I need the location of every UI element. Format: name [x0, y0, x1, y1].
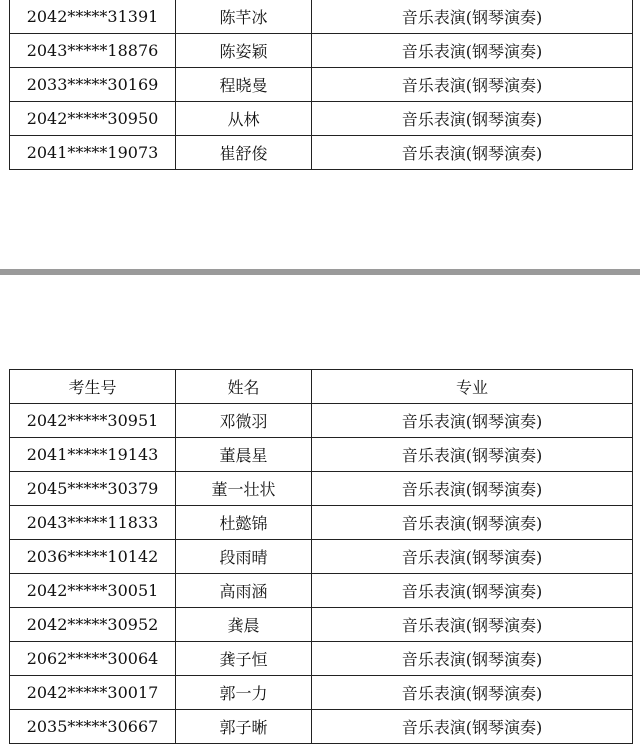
candidate-number-cell: 2042*****30017 [10, 676, 176, 710]
table-row [10, 136, 633, 170]
name-cell: 龚子恒 [176, 642, 312, 676]
candidate-number-cell: 2041*****19143 [10, 438, 176, 472]
table-row [10, 574, 633, 608]
name-cell: 龚晨 [176, 608, 312, 642]
name-cell: 程晓曼 [176, 68, 312, 102]
candidate-number-cell: 2045*****30379 [10, 472, 176, 506]
name-cell: 董一壮状 [176, 472, 312, 506]
candidate-number-cell: 2062*****30064 [10, 642, 176, 676]
admission-list-table-bottom [9, 369, 633, 744]
candidate-number-cell: 2041*****19073 [10, 136, 176, 170]
major-cell: 音乐表演(钢琴演奏) [312, 574, 633, 608]
table-row [10, 472, 633, 506]
name-cell: 董晨星 [176, 438, 312, 472]
candidate-number-cell: 2033*****30169 [10, 68, 176, 102]
major-cell: 音乐表演(钢琴演奏) [312, 102, 633, 136]
table-bottom-body [10, 404, 633, 744]
table-top-body [10, 0, 633, 170]
table-row [10, 676, 633, 710]
name-cell: 崔舒俊 [176, 136, 312, 170]
name-cell: 从林 [176, 102, 312, 136]
major-cell: 音乐表演(钢琴演奏) [312, 136, 633, 170]
admission-list-table-top [9, 0, 633, 170]
header-candidate-number: 考生号 [10, 370, 176, 404]
table-row [10, 0, 633, 34]
table-row [10, 404, 633, 438]
major-cell: 音乐表演(钢琴演奏) [312, 404, 633, 438]
major-cell: 音乐表演(钢琴演奏) [312, 438, 633, 472]
header-name: 姓名 [176, 370, 312, 404]
major-cell: 音乐表演(钢琴演奏) [312, 0, 633, 34]
table-row [10, 34, 633, 68]
table-row [10, 102, 633, 136]
major-cell: 音乐表演(钢琴演奏) [312, 710, 633, 744]
table-row [10, 438, 633, 472]
table-row [10, 710, 633, 744]
candidate-number-cell: 2042*****30952 [10, 608, 176, 642]
major-cell: 音乐表演(钢琴演奏) [312, 472, 633, 506]
candidate-number-cell: 2042*****30950 [10, 102, 176, 136]
page-divider [0, 269, 640, 275]
candidate-number-cell: 2043*****18876 [10, 34, 176, 68]
major-cell: 音乐表演(钢琴演奏) [312, 642, 633, 676]
name-cell: 郭一力 [176, 676, 312, 710]
name-cell: 陈姿颖 [176, 34, 312, 68]
name-cell: 郭子晰 [176, 710, 312, 744]
major-cell: 音乐表演(钢琴演奏) [312, 506, 633, 540]
table-row [10, 540, 633, 574]
major-cell: 音乐表演(钢琴演奏) [312, 540, 633, 574]
major-cell: 音乐表演(钢琴演奏) [312, 608, 633, 642]
name-cell: 高雨涵 [176, 574, 312, 608]
candidate-number-cell: 2042*****30051 [10, 574, 176, 608]
table-row [10, 506, 633, 540]
major-cell: 音乐表演(钢琴演奏) [312, 34, 633, 68]
table-row [10, 608, 633, 642]
major-cell: 音乐表演(钢琴演奏) [312, 676, 633, 710]
candidate-number-cell: 2042*****31391 [10, 0, 176, 34]
candidate-number-cell: 2035*****30667 [10, 710, 176, 744]
candidate-number-cell: 2042*****30951 [10, 404, 176, 438]
name-cell: 邓微羽 [176, 404, 312, 438]
major-cell: 音乐表演(钢琴演奏) [312, 68, 633, 102]
name-cell: 段雨晴 [176, 540, 312, 574]
candidate-number-cell: 2043*****11833 [10, 506, 176, 540]
candidate-number-cell: 2036*****10142 [10, 540, 176, 574]
table-row [10, 642, 633, 676]
name-cell: 陈芊冰 [176, 0, 312, 34]
table-row [10, 68, 633, 102]
table-header-row [10, 370, 633, 404]
name-cell: 杜懿锦 [176, 506, 312, 540]
header-major: 专业 [312, 370, 633, 404]
